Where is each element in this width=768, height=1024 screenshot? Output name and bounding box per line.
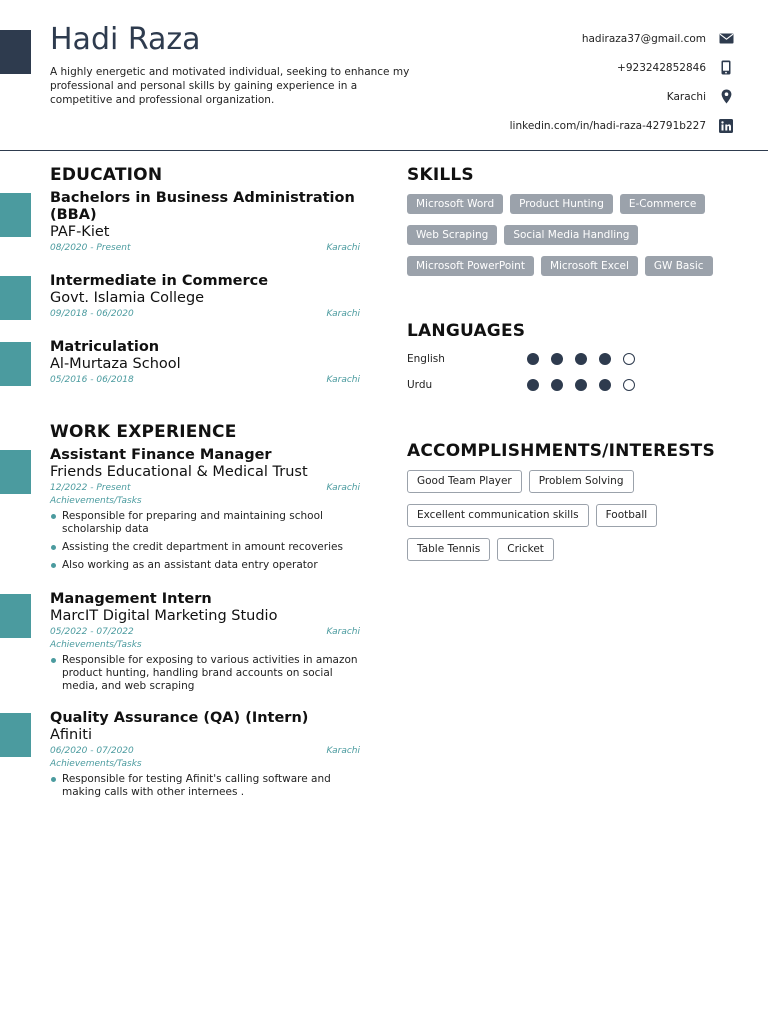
task-item: Responsible for testing Afinit's calling software and making calls with other internees . xyxy=(50,773,360,799)
entry-accent-bar xyxy=(0,276,31,320)
education-degree: Intermediate in Commerce xyxy=(50,273,269,289)
work-entry xyxy=(50,710,360,799)
level-dot-empty xyxy=(623,379,635,391)
achievements-label: Achievements/Tasks xyxy=(50,496,142,506)
task-list xyxy=(50,510,360,572)
skills-list xyxy=(407,194,737,287)
left-column xyxy=(50,164,360,804)
level-dot-filled xyxy=(575,379,587,391)
work-company: Friends Educational & Medical Trust xyxy=(50,464,308,480)
interest-tag: Excellent communication skills xyxy=(407,504,589,527)
education-location: Karachi xyxy=(326,243,360,253)
header-divider xyxy=(0,150,768,151)
work-location: Karachi xyxy=(326,483,360,493)
education-degree: Matriculation xyxy=(50,339,160,355)
right-column xyxy=(407,164,737,572)
skill-tag: Web Scraping xyxy=(407,225,497,245)
interest-tag: Problem Solving xyxy=(529,470,634,493)
header-accent-bar xyxy=(0,30,31,74)
language-row xyxy=(407,346,737,372)
skill-tag: Product Hunting xyxy=(510,194,613,214)
task-item: Responsible for preparing and maintaining school scholarship data xyxy=(50,510,360,536)
education-meta xyxy=(50,243,360,253)
language-level xyxy=(527,379,647,391)
work-meta xyxy=(50,627,360,637)
level-dot-filled xyxy=(551,353,563,365)
work-dates: 05/2022 - 07/2022 xyxy=(50,627,134,637)
work-heading: WORK EXPERIENCE xyxy=(50,422,237,442)
education-school: Al-Murtaza School xyxy=(50,356,181,372)
language-level xyxy=(527,353,647,365)
interests-heading: ACCOMPLISHMENTS/INTERESTS xyxy=(407,441,715,461)
contact-phone-text: +923242852846 xyxy=(617,61,706,74)
education-location: Karachi xyxy=(326,375,360,385)
languages-heading: LANGUAGES xyxy=(407,321,526,341)
skills-heading: SKILLS xyxy=(407,165,474,185)
work-location: Karachi xyxy=(326,746,360,756)
phone-icon xyxy=(718,60,734,76)
level-dot-filled xyxy=(599,379,611,391)
skill-tag: Microsoft Word xyxy=(407,194,503,214)
education-entry xyxy=(50,339,360,385)
level-dot-filled xyxy=(527,379,539,391)
contact-email-text: hadiraza37@gmail.com xyxy=(581,32,706,45)
education-school: PAF-Kiet xyxy=(50,224,110,240)
education-meta xyxy=(50,309,360,319)
entry-accent-bar xyxy=(0,450,31,494)
entry-accent-bar xyxy=(0,594,31,638)
contact-linkedin[interactable] xyxy=(414,111,734,140)
interest-tag: Good Team Player xyxy=(407,470,522,493)
skill-tag: Microsoft Excel xyxy=(541,256,638,276)
achievements-label: Achievements/Tasks xyxy=(50,759,142,769)
work-role: Quality Assurance (QA) (Intern) xyxy=(50,710,309,726)
work-role: Assistant Finance Manager xyxy=(50,447,272,463)
education-meta xyxy=(50,375,360,385)
work-company: MarcIT Digital Marketing Studio xyxy=(50,608,278,624)
work-entry xyxy=(50,447,360,572)
achievements-label: Achievements/Tasks xyxy=(50,640,142,650)
contact-email[interactable] xyxy=(414,24,734,53)
work-entry xyxy=(50,591,360,693)
work-role: Management Intern xyxy=(50,591,212,607)
summary-text: A highly energetic and motivated individual, seeking to enhance my professional and personal skills by gaining experience in a competitive and professional organization. xyxy=(50,66,410,106)
task-list xyxy=(50,773,360,799)
entry-accent-bar xyxy=(0,713,31,757)
work-dates: 12/2022 - Present xyxy=(50,483,131,493)
linkedin-icon xyxy=(718,118,734,134)
education-school: Govt. Islamia College xyxy=(50,290,205,306)
interest-tag: Football xyxy=(596,504,658,527)
language-name: English xyxy=(407,353,445,365)
language-name: Urdu xyxy=(407,379,433,391)
interests-list xyxy=(407,470,737,572)
education-entry xyxy=(50,190,360,253)
work-meta xyxy=(50,483,360,493)
level-dot-filled xyxy=(575,353,587,365)
task-item: Also working as an assistant data entry operator xyxy=(50,559,360,572)
education-degree: Bachelors in Business Administration (BBA) xyxy=(50,190,355,223)
contact-linkedin-text: linkedin.com/in/hadi-raza-42791b227 xyxy=(509,119,706,132)
email-icon xyxy=(718,31,734,47)
contact-list xyxy=(414,24,734,140)
skill-tag: E-Commerce xyxy=(620,194,705,214)
skill-tag: Social Media Handling xyxy=(504,225,638,245)
language-row xyxy=(407,372,737,398)
contact-location[interactable] xyxy=(414,82,734,111)
level-dot-filled xyxy=(551,379,563,391)
education-dates: 05/2016 - 06/2018 xyxy=(50,375,134,385)
work-dates: 06/2020 - 07/2020 xyxy=(50,746,134,756)
level-dot-filled xyxy=(527,353,539,365)
education-dates: 08/2020 - Present xyxy=(50,243,131,253)
skill-tag: Microsoft PowerPoint xyxy=(407,256,534,276)
work-meta xyxy=(50,746,360,756)
contact-location-text: Karachi xyxy=(666,90,706,103)
education-heading: EDUCATION xyxy=(50,165,163,185)
level-dot-empty xyxy=(623,353,635,365)
interest-tag: Table Tennis xyxy=(407,538,490,561)
entry-accent-bar xyxy=(0,193,31,237)
task-item: Assisting the credit department in amount recoveries xyxy=(50,541,360,554)
work-location: Karachi xyxy=(326,627,360,637)
task-list xyxy=(50,654,360,693)
location-icon xyxy=(718,89,734,105)
education-location: Karachi xyxy=(326,309,360,319)
skill-tag: GW Basic xyxy=(645,256,713,276)
level-dot-filled xyxy=(599,353,611,365)
task-item: Responsible for exposing to various activities in amazon product hunting, handling brand accounts on social media, and web scraping xyxy=(50,654,360,693)
work-company: Afiniti xyxy=(50,727,92,743)
education-entry xyxy=(50,273,360,319)
education-dates: 09/2018 - 06/2020 xyxy=(50,309,134,319)
interest-tag: Cricket xyxy=(497,538,554,561)
entry-accent-bar xyxy=(0,342,31,386)
contact-phone[interactable] xyxy=(414,53,734,82)
languages-list xyxy=(407,346,737,398)
candidate-name: Hadi Raza xyxy=(50,22,201,57)
